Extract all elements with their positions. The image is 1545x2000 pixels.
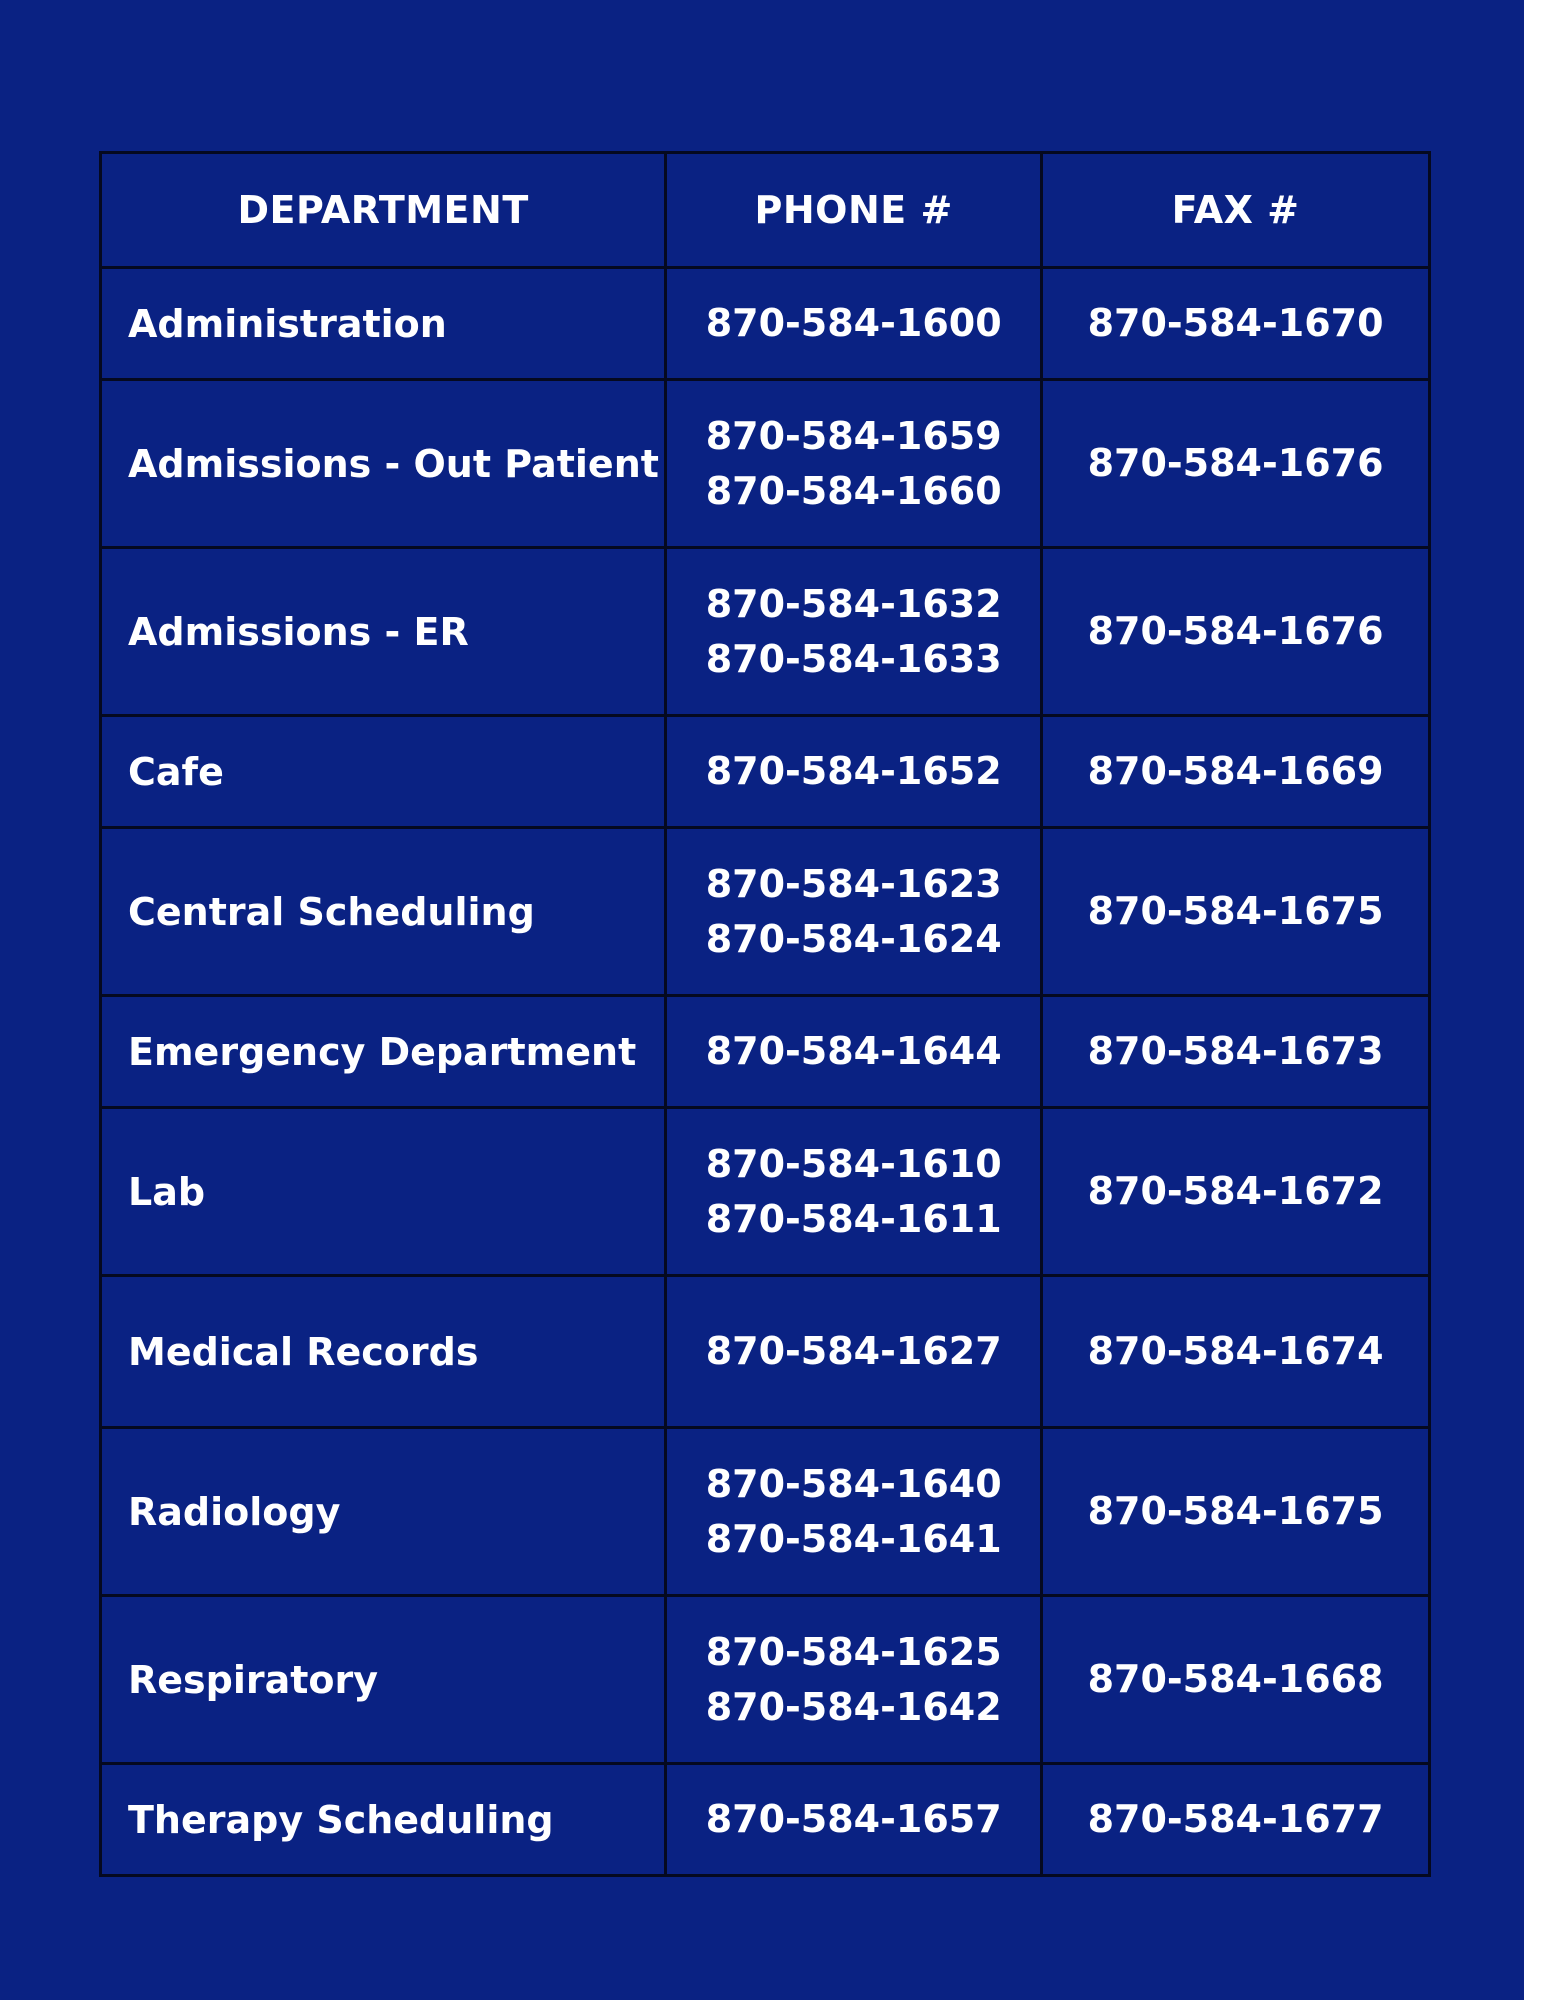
phone-number: 870-584-1632 [705, 581, 1002, 626]
department-name: Radiology [101, 1428, 666, 1596]
department-name: Emergency Department [101, 996, 666, 1108]
header-fax: FAX # [1042, 153, 1430, 268]
fax-number: 870-584-1675 [1042, 828, 1430, 996]
department-directory-table [99, 151, 1431, 1877]
department-name: Admissions - Out Patient [101, 380, 666, 548]
table-row [101, 716, 1430, 828]
header-department: DEPARTMENT [101, 153, 666, 268]
department-name: Therapy Scheduling [101, 1764, 666, 1876]
department-name: Respiratory [101, 1596, 666, 1764]
department-name: Lab [101, 1108, 666, 1276]
table-row [101, 1596, 1430, 1764]
phone-cell [666, 1276, 1042, 1428]
phone-number: 870-584-1625 [705, 1629, 1002, 1674]
phone-number: 870-584-1627 [705, 1329, 1002, 1373]
header-phone: PHONE # [666, 153, 1042, 268]
fax-number: 870-584-1673 [1042, 996, 1430, 1108]
department-name: Central Scheduling [101, 828, 666, 996]
phone-number: 870-584-1659 [705, 413, 1002, 458]
phone-cell [666, 548, 1042, 716]
phone-cell [666, 1428, 1042, 1596]
fax-number: 870-584-1675 [1042, 1428, 1430, 1596]
phone-number: 870-584-1640 [705, 1461, 1002, 1506]
phone-cell [666, 380, 1042, 548]
phone-cell [666, 716, 1042, 828]
table-row [101, 1108, 1430, 1276]
phone-number: 870-584-1641 [705, 1516, 1002, 1561]
fax-number: 870-584-1676 [1042, 380, 1430, 548]
table-row [101, 1428, 1430, 1596]
fax-number: 870-584-1668 [1042, 1596, 1430, 1764]
phone-cell [666, 268, 1042, 380]
fax-number: 870-584-1677 [1042, 1764, 1430, 1876]
fax-number: 870-584-1670 [1042, 268, 1430, 380]
table-row [101, 380, 1430, 548]
table-row [101, 1276, 1430, 1428]
table-row [101, 268, 1430, 380]
phone-cell [666, 828, 1042, 996]
phone-cell [666, 996, 1042, 1108]
table-row [101, 996, 1430, 1108]
phone-number: 870-584-1657 [705, 1797, 1002, 1841]
department-name: Medical Records [101, 1276, 666, 1428]
table-row [101, 1764, 1430, 1876]
phone-number: 870-584-1660 [705, 468, 1002, 513]
fax-number: 870-584-1669 [1042, 716, 1430, 828]
table-row [101, 828, 1430, 996]
department-name: Admissions - ER [101, 548, 666, 716]
phone-cell [666, 1764, 1042, 1876]
fax-number: 870-584-1674 [1042, 1276, 1430, 1428]
table-header-row [101, 153, 1430, 268]
phone-number: 870-584-1644 [705, 1029, 1002, 1073]
phone-number: 870-584-1600 [705, 301, 1002, 345]
phone-number: 870-584-1611 [705, 1196, 1002, 1241]
phone-cell [666, 1596, 1042, 1764]
phone-number: 870-584-1610 [705, 1141, 1002, 1186]
department-name: Administration [101, 268, 666, 380]
fax-number: 870-584-1676 [1042, 548, 1430, 716]
table-row [101, 548, 1430, 716]
phone-number: 870-584-1652 [705, 749, 1002, 793]
phone-number: 870-584-1624 [705, 916, 1002, 961]
department-name: Cafe [101, 716, 666, 828]
phone-number: 870-584-1623 [705, 861, 1002, 906]
phone-number: 870-584-1633 [705, 636, 1002, 681]
phone-cell [666, 1108, 1042, 1276]
fax-number: 870-584-1672 [1042, 1108, 1430, 1276]
phone-number: 870-584-1642 [705, 1684, 1002, 1729]
